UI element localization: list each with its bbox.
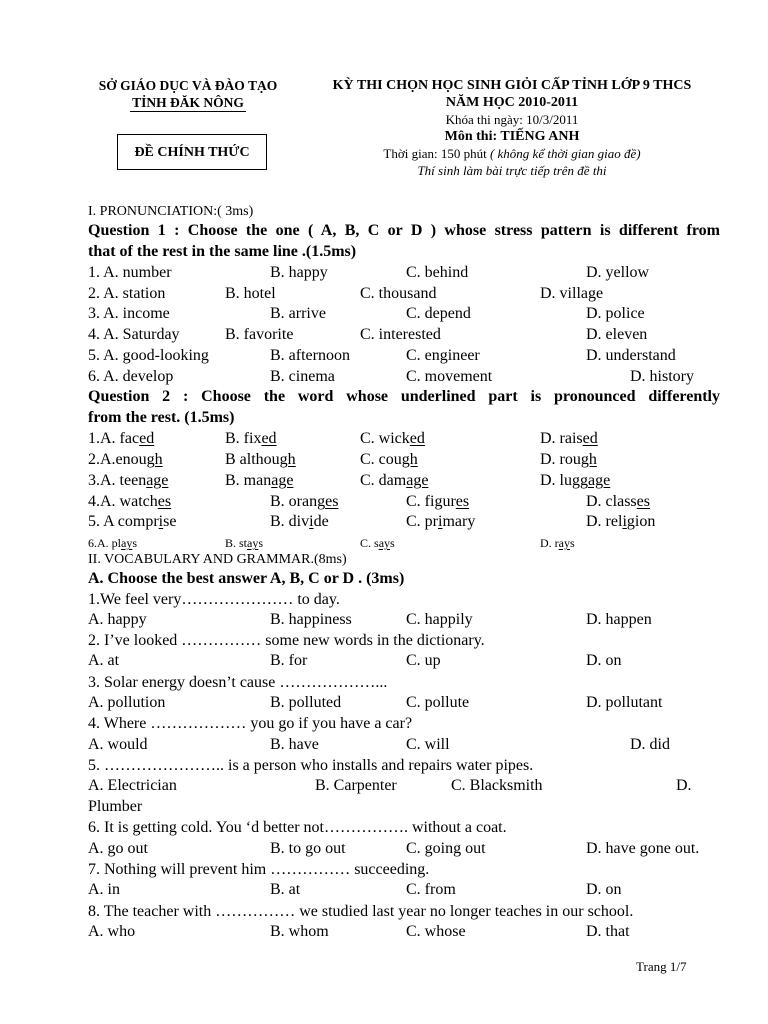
answer-option: A. who	[88, 923, 136, 940]
time-note: ( không kể thời gian giao đề)	[489, 146, 641, 161]
answer-row	[88, 693, 720, 713]
answer-row	[88, 839, 720, 859]
answer-row	[88, 325, 720, 345]
word-part: gion	[626, 513, 656, 530]
underlined-part: age	[146, 472, 169, 489]
time-main: Thời gian: 150 phút	[383, 146, 490, 161]
word-part: D. rel	[586, 513, 623, 530]
answer-option	[225, 450, 296, 470]
part-heading: A. Choose the best answer A, B, C or D . (3ms)	[88, 570, 405, 587]
school-year: NĂM HỌC 2010-2011	[445, 95, 579, 110]
answer-row	[88, 922, 720, 942]
section-title: I. PRONUNCIATION:( 3ms)	[88, 204, 254, 219]
answer-option	[225, 471, 293, 491]
word-part: B althou	[225, 451, 280, 468]
answer-row	[88, 880, 720, 900]
answer-option: D. yellow	[586, 264, 650, 281]
answer-option: D. happen	[586, 611, 652, 628]
answer-option	[88, 512, 176, 532]
answer-option: C. movement	[406, 368, 493, 385]
page-number: Trang 1/7	[636, 959, 687, 974]
answer-option	[360, 450, 418, 470]
answer-option: C. Blacksmith	[451, 777, 543, 794]
underlined-part: i	[309, 513, 314, 530]
question-text: 6. It is getting cold. You ‘d better not……………. without a coat.	[88, 819, 507, 836]
header-underline	[130, 111, 246, 112]
word-part: mary	[442, 513, 476, 530]
answer-option	[586, 512, 655, 532]
word-part: C. dam	[360, 472, 407, 489]
answer-option	[270, 492, 338, 512]
word-part: se	[163, 513, 177, 530]
answer-option: A. in	[88, 881, 120, 898]
answer-option	[540, 450, 597, 470]
answer-option: 1. A. number	[88, 264, 172, 281]
answer-option: C. behind	[406, 264, 469, 281]
word-part: D. rais	[540, 430, 583, 447]
official-exam-box: ĐỀ CHÍNH THỨC	[117, 134, 267, 170]
underlined-part: es	[455, 493, 470, 510]
answer-option: D. pollutant	[586, 694, 663, 711]
exam-time	[305, 145, 719, 162]
question-text: 8. The teacher with …………… we studied last year no longer teaches in our school.	[88, 903, 634, 920]
word-part: 3.A. teen	[88, 472, 147, 489]
word-part: 5. A compr	[88, 513, 159, 530]
question-text: 3. Solar energy doesn’t cause ………………...	[88, 674, 388, 691]
answer-option: A. Electrician	[88, 777, 177, 794]
word-part: s	[390, 536, 395, 550]
answer-row	[88, 471, 720, 491]
exam-instruction: Thí sinh làm bài trực tiếp trên đề thi	[417, 163, 607, 178]
answer-option: C. whose	[406, 923, 466, 940]
answer-option: B. arrive	[270, 305, 326, 322]
question-text: 7. Nothing will prevent him …………… succeeding.	[88, 861, 430, 878]
answer-option: A. pollution	[88, 694, 166, 711]
answer-option: B. for	[270, 652, 308, 669]
answer-option: B. happy	[270, 264, 328, 281]
underlined-part: i	[438, 513, 443, 530]
answer-option: A. go out	[88, 840, 148, 857]
answer-option: B. favorite	[225, 326, 294, 343]
underlined-part: es	[325, 493, 339, 510]
answer-option: C. happily	[406, 611, 473, 628]
answer-option	[270, 512, 329, 532]
word-part: C. cou	[360, 451, 402, 468]
answer-option: C. up	[406, 652, 441, 669]
underlined-part: ay	[247, 536, 259, 550]
word-part: s	[132, 536, 137, 550]
question-text: 4. Where ……………… you go if you have a car?	[88, 715, 413, 732]
exam-header	[305, 77, 719, 179]
answer-option: 5. A. good-looking	[88, 347, 209, 364]
answer-row	[88, 776, 720, 815]
underlined-part: ed	[582, 430, 598, 447]
answer-option	[88, 429, 154, 449]
question-heading: from the rest. (1.5ms)	[88, 409, 235, 426]
answer-row	[88, 429, 720, 449]
answer-row	[88, 450, 720, 470]
answer-option: 2. A. station	[88, 285, 166, 302]
underlined-part: age	[271, 472, 294, 489]
answer-option: B. polluted	[270, 694, 342, 711]
answer-option	[406, 492, 469, 512]
section-title: II. VOCABULARY AND GRAMMAR.(8ms)	[88, 552, 347, 567]
word-part: B. man	[225, 472, 272, 489]
underlined-part: gh	[146, 451, 163, 468]
underlined-part: gh	[580, 451, 597, 468]
underlined-part: ay	[558, 536, 570, 550]
answer-option: B. at	[270, 881, 301, 898]
exam-date: Khóa thi ngày: 10/3/2011	[445, 112, 579, 127]
word-part: 6.A. pl	[88, 536, 121, 550]
answer-option: B. cinema	[270, 368, 335, 385]
answer-option: B. happiness	[270, 611, 352, 628]
answer-option	[225, 429, 277, 449]
word-part: 2.A.enou	[88, 451, 147, 468]
word-part: 4.A. watch	[88, 493, 158, 510]
province-name: TỈNH ĐĂK NÔNG	[132, 95, 244, 110]
exam-title: KỲ THI CHỌN HỌC SINH GIỎI CẤP TỈNH LỚP 9 THCS	[332, 78, 692, 93]
answer-option: B. afternoon	[270, 347, 350, 364]
underlined-part: es	[157, 493, 172, 510]
answer-option: D. history	[630, 368, 694, 385]
underlined-part: ay	[121, 536, 133, 550]
answer-option: C. pollute	[406, 694, 470, 711]
answer-option: B. have	[270, 736, 319, 753]
word-part: de	[313, 513, 329, 530]
question-text: 1.We feel very………………… to day.	[88, 591, 340, 608]
exam-subject: Môn thi: TIẾNG ANH	[444, 129, 580, 144]
answer-option: B. Carpenter	[315, 777, 397, 794]
answer-option: D. understand	[586, 347, 676, 364]
word-part: C. figur	[406, 493, 456, 510]
answer-option: A. happy	[88, 611, 147, 628]
answer-row	[88, 610, 720, 630]
word-part: D. lugg	[540, 472, 588, 489]
answer-row	[88, 651, 720, 671]
question-text: 5. ………………….. is a person who installs and repairs water pipes.	[88, 757, 534, 774]
answer-option	[360, 429, 425, 449]
word-part: B. div	[270, 513, 310, 530]
answer-option: C. will	[406, 736, 450, 753]
answer-option	[540, 429, 598, 449]
answer-option	[406, 512, 475, 532]
answer-row	[88, 367, 720, 387]
answer-option: D. on	[586, 652, 622, 669]
answer-option: C. interested	[360, 326, 441, 343]
answer-option	[88, 450, 163, 470]
answer-option: D. village	[540, 285, 604, 302]
answer-option: B. whom	[270, 923, 329, 940]
answer-option: B. to go out	[270, 840, 346, 857]
word-part: B. orang	[270, 493, 326, 510]
answer-option: 4. A. Saturday	[88, 326, 180, 343]
word-part: D. r	[540, 536, 559, 550]
answer-option: D. have gone out.	[586, 840, 700, 857]
answer-option	[88, 471, 168, 491]
answer-option: 6. A. develop	[88, 368, 174, 385]
word-part: C. wick	[360, 430, 410, 447]
answer-option: D. on	[586, 881, 622, 898]
answer-row	[88, 346, 720, 366]
word-part: C. pr	[406, 513, 438, 530]
answer-option	[360, 471, 428, 491]
question-heading: that of the rest in the same line .(1.5ms)	[88, 243, 357, 260]
answer-option: B. hotel	[225, 285, 276, 302]
word-part: 1.A. fac	[88, 430, 140, 447]
underlined-part: age	[406, 472, 429, 489]
word-part: B. fix	[225, 430, 262, 447]
word-part: s	[570, 536, 575, 550]
word-part: D. rou	[540, 451, 581, 468]
underlined-part: gh	[279, 451, 296, 468]
underlined-part: age	[588, 472, 611, 489]
answer-option: D. did	[630, 736, 670, 753]
underlined-part: ay	[378, 536, 391, 550]
question-heading: Question 1 : Choose the one ( A, B, C or D ) whose stress pattern is different from	[88, 222, 720, 239]
word-part: s	[258, 536, 264, 550]
answer-option: C. depend	[406, 305, 471, 322]
underlined-part: ed	[139, 430, 155, 447]
answer-option: D. eleven	[586, 326, 648, 343]
answer-option: A. at	[88, 652, 120, 669]
answer-row	[88, 263, 720, 283]
underlined-part: es	[636, 493, 650, 510]
answer-option: D. police	[586, 305, 645, 322]
question-heading: Question 2 : Choose the word whose underlined part is pronounced differently	[88, 388, 720, 405]
answer-row	[88, 304, 720, 324]
answer-option	[586, 492, 650, 512]
word-part: C. s	[360, 536, 379, 550]
answer-row	[88, 492, 720, 512]
answer-option: Plumber	[88, 798, 143, 815]
underlined-part: gh	[401, 451, 418, 468]
department-name: SỞ GIÁO DỤC VÀ ĐÀO TẠO	[98, 78, 278, 93]
underlined-part: i	[158, 513, 164, 530]
answer-option: C. engineer	[406, 347, 480, 364]
question-text: 2. I’ve looked …………… some new words in the dictionary.	[88, 632, 485, 649]
answer-row	[88, 735, 720, 755]
underlined-part: ed	[409, 430, 425, 447]
department-header	[88, 77, 288, 112]
answer-option: C. thousand	[360, 285, 437, 302]
answer-option: C. going out	[406, 840, 486, 857]
answer-row	[88, 284, 720, 304]
answer-option: 3. A. income	[88, 305, 170, 322]
underlined-part: i	[622, 513, 627, 530]
answer-option	[88, 492, 171, 512]
answer-option: C. from	[406, 881, 456, 898]
word-part: B. st	[225, 536, 248, 550]
answer-option	[540, 471, 610, 491]
underlined-part: ed	[261, 430, 277, 447]
answer-row	[88, 512, 720, 532]
answer-option: A. would	[88, 736, 148, 753]
answer-option: D.	[676, 777, 692, 794]
answer-option: D. that	[586, 923, 630, 940]
word-part: D. class	[586, 493, 637, 510]
